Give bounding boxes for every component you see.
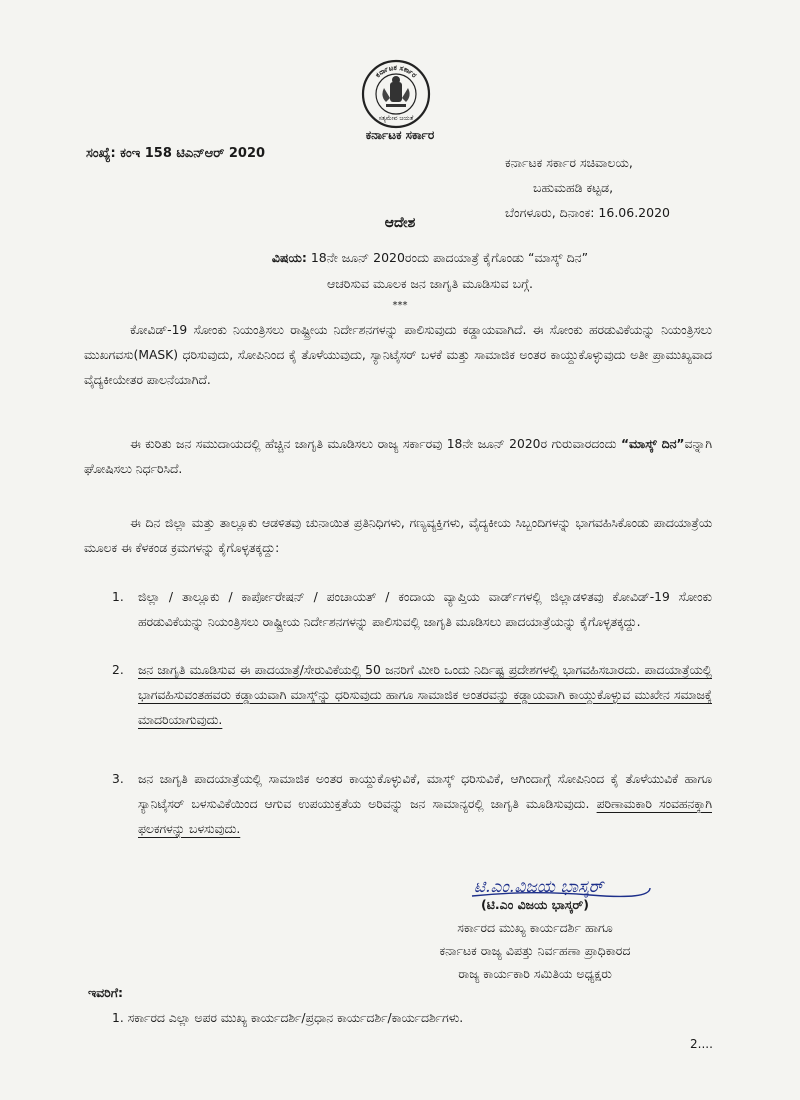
- reference-number: ಸಂಖ್ಯೆ: ಕಂಇ 158 ಟಿಎನ್‌ಆರ್ 2020: [86, 146, 266, 161]
- emblem-text-top: ಕರ್ನಾಟಕ ಸರ್ಕಾರ: [373, 63, 419, 80]
- order-title: ಆದೇಶ: [384, 215, 416, 231]
- body-paragraph-3: ಈ ದಿನ ಜಿಲ್ಲಾ ಮತ್ತು ತಾಲ್ಲೂಕು ಆಡಳಿತವು ಚುನಾಯಿತ ಪ್ರತಿನಿಧಿಗಳು, ಗಣ್ಯವ್ಯಕ್ತಿಗಳು, ವೈದ್ಯಕೀಯ ಸಿಬ್ಬಂದಿಗಳನ್ನು ಭಾಗವಹಿಸಿಕೊಂಡು ಪಾದಯಾತ್ರೆಯ ಮೂಲಕ ಈ ಕೆಳಕಂಡ ಕ್ರಮಗಳನ್ನು ಕೈಗೊಳ್ಳತಕ್ಕದ್ದು:: [84, 516, 712, 555]
- measure-number-2: 2.: [112, 663, 124, 677]
- measure-number-1: 1.: [112, 590, 124, 604]
- subject-line-2: ಆಚರಿಸುವ ಮೂಲಕ ಜನ ಜಾಗೃತಿ ಮೂಡಿಸುವ ಬಗ್ಗೆ.: [326, 276, 534, 291]
- measure-text-3-underlined: ಪರಿಣಾಮಕಾರಿ ಸಂವಹನಕ್ಕಾಗಿ ಫಲಕಗಳನ್ನು ಬಳಸುವುದು.: [138, 796, 712, 836]
- signature-text: ಟಿ.ಎಂ.ವಿಜಯ ಭಾಸ್ಕರ್: [474, 877, 604, 897]
- measure-item-1: [112, 585, 712, 635]
- subject-label: ವಿಷಯ:: [271, 250, 307, 265]
- body-paragraph-1: ಕೋವಿಡ್-19 ಸೋಂಕು ನಿಯಂತ್ರಿಸಲು ರಾಷ್ಟ್ರೀಯ ನಿರ್ದೇಶನಗಳನ್ನು ಪಾಲಿಸುವುದು ಕಡ್ಡಾಯವಾಗಿದೆ. ಈ ಸೋಂಕು ಹರಡುವಿಕೆಯನ್ನು ನಿಯಂತ್ರಿಸಲು ಮುಖಗವಸು(MASK) ಧರಿಸುವುದು, ಸೋಪಿನಿಂದ ಕೈ ತೊಳೆಯುವುದು, ಸ್ಯಾನಿಟೈಸರ್ ಬಳಕೆ ಮತ್ತು ಸಾಮಾಜಿಕ ಅಂತರ ಕಾಯ್ದುಕೊಳ್ಳುವುದು ಅತೀ ಪ್ರಾಮುಖ್ಯವಾದ ವೈದ್ಯಕೀಯೇತರ ಪಾಲನೆಯಾಗಿದೆ.: [84, 323, 712, 387]
- svg-text:ಸತ್ಯಮೇವ ಜಯತೆ: ಸತ್ಯಮೇವ ಜಯತೆ: [378, 115, 414, 122]
- measure-text-3: [138, 767, 712, 841]
- signatory-designation-2: ಕರ್ನಾಟಕ ರಾಜ್ಯ ವಿಪತ್ತು ನಿರ್ವಹಣಾ ಪ್ರಾಧಿಕಾರದ: [439, 943, 631, 958]
- office-address: [505, 150, 765, 225]
- section-separator: ***: [392, 300, 408, 311]
- para2-text-after: ವನ್ನಾಗಿ ಘೋಷಿಸಲು ನಿರ್ಧರಿಸಿದೆ.: [84, 437, 712, 476]
- measure-text-3-main: ಜನ ಜಾಗೃತಿ ಪಾದಯಾತ್ರೆಯಲ್ಲಿ ಸಾಮಾಜಿಕ ಅಂತರ ಕಾಯ್ದುಕೊಳ್ಳುವಿಕೆ, ಮಾಸ್ಕ್ ಧರಿಸುವಿಕೆ, ಆಗಿಂದಾಗ್ಗೆ ಸೋಪಿನಿಂದ ಕೈ ತೊಳೆಯುವಿಕೆ ಹಾಗೂ ಸ್ಯಾನಿಟೈಸರ್ ಬಳಸುವಿಕೆಯಿಂದ ಆಗುವ ಉಪಯುಕ್ತತೆಯ ಅರಿವನ್ನು ಜನ ಸಾಮಾನ್ಯರಲ್ಲಿ ಜಾಗೃತಿ ಮೂಡಿಸುವುದು.: [138, 772, 712, 811]
- measure-number-3: 3.: [112, 772, 124, 786]
- address-line-3-date: ಬೆಂಗಳೂರು, ದಿನಾಂಕ: 16.06.2020: [505, 205, 670, 220]
- government-name: ಕರ್ನಾಟಕ ಸರ್ಕಾರ: [365, 128, 435, 142]
- signatory-name: (ಟಿ.ಎಂ ವಿಜಯ ಭಾಸ್ಕರ್): [481, 897, 589, 912]
- page-number: 2....: [690, 1037, 713, 1051]
- signatory-block: [385, 893, 685, 985]
- measure-item-2: [112, 658, 712, 732]
- recipient-item-1: 1. ಸರ್ಕಾರದ ಎಲ್ಲಾ ಅಪರ ಮುಖ್ಯ ಕಾರ್ಯದರ್ಶಿ/ಪ್ರಧಾನ ಕಾರ್ಯದರ್ಶಿ/ಕಾರ್ಯದರ್ಶಿಗಳು.: [112, 1011, 464, 1025]
- measure-text-1: ಜಿಲ್ಲಾ / ತಾಲ್ಲೂಕು / ಕಾರ್ಪೋರೇಷನ್ / ಪಂಚಾಯತ್ / ಕಂದಾಯ ವ್ಯಾಪ್ತಿಯ ವಾರ್ಡ್‌ಗಳಲ್ಲಿ ಜಿಲ್ಲಾಡಳಿತವು ಕೋವಿಡ್-19 ಸೋಂಕು ಹರಡುವಿಕೆಯನ್ನು ನಿಯಂತ್ರಿಸಲು ರಾಷ್ಟ್ರೀಯ ನಿರ್ದೇಶನಗಳನ್ನು ಪಾಲಿಸುವಲ್ಲಿ ಜಾಗೃತಿ ಮೂಡಿಸಲು ಪಾದಯಾತ್ರೆಯನ್ನು ಕೈಗೊಳ್ಳತಕ್ಕದ್ದು.: [138, 590, 712, 629]
- measure-text-2: ಜನ ಜಾಗೃತಿ ಮೂಡಿಸುವ ಈ ಪಾದಯಾತ್ರೆ/ಸೇರುವಿಕೆಯಲ್ಲಿ 50 ಜನರಿಗೆ ಮೀರಿ ಒಂದು ನಿರ್ದಿಷ್ಟ ಪ್ರದೇಶಗಳಲ್ಲಿ ಭಾಗವಹಿಸಬಾರದು. ಪಾದಯಾತ್ರೆಯಲ್ಲಿ ಭಾಗವಹಿಸುವಂತಹವರು ಕಡ್ಡಾಯವಾಗಿ ಮಾಸ್ಕ್‌ನ್ನು ಧರಿಸುವುದು ಹಾಗೂ ಸಾಮಾಜಿಕ ಅಂತರವನ್ನು ಕಡ್ಡಾಯವಾಗಿ ಕಾಯ್ದುಕೊಳ್ಳುವ ಮುಖೇನ ಸಮಾಜಕ್ಕೆ ಮಾದರಿಯಾಗುವುದು.: [138, 663, 712, 727]
- subject-line-1: 18ನೇ ಜೂನ್ 2020ರಂದು ಪಾದಯಾತ್ರೆ ಕೈಗೊಂಡು “ಮಾಸ್ಕ್ ದಿನ”: [310, 250, 589, 265]
- address-line-1: ಕರ್ನಾಟಕ ಸರ್ಕಾರ ಸಚಿವಾಲಯ,: [505, 155, 633, 170]
- signatory-designation-3: ರಾಜ್ಯ ಕಾರ್ಯಕಾರಿ ಸಮಿತಿಯ ಅಧ್ಯಕ್ಷರು: [458, 966, 612, 981]
- measure-item-3: [112, 767, 712, 841]
- signatory-designation-1: ಸರ್ಕಾರದ ಮುಖ್ಯ ಕಾರ್ಯದರ್ಶಿ ಹಾಗೂ: [457, 920, 613, 935]
- body-paragraph-2: [84, 432, 712, 482]
- address-line-2: ಬಹುಮಹಡಿ ಕಟ್ಟಡ,: [533, 180, 614, 195]
- karnataka-emblem-icon: [360, 58, 432, 130]
- mask-day-highlight: “ಮಾಸ್ಕ್ ದಿನ”: [620, 437, 685, 451]
- para2-text-before: ಈ ಕುರಿತು ಜನ ಸಮುದಾಯದಲ್ಲಿ ಹೆಚ್ಚಿನ ಜಾಗೃತಿ ಮೂಡಿಸಲು ರಾಜ್ಯ ಸರ್ಕಾರವು 18ನೇ ಜೂನ್ 2020ರ ಗುರುವಾರದಂದು: [130, 437, 621, 451]
- recipients-label: ಇವರಿಗೆ:: [88, 985, 124, 1000]
- order-subject: [150, 245, 710, 297]
